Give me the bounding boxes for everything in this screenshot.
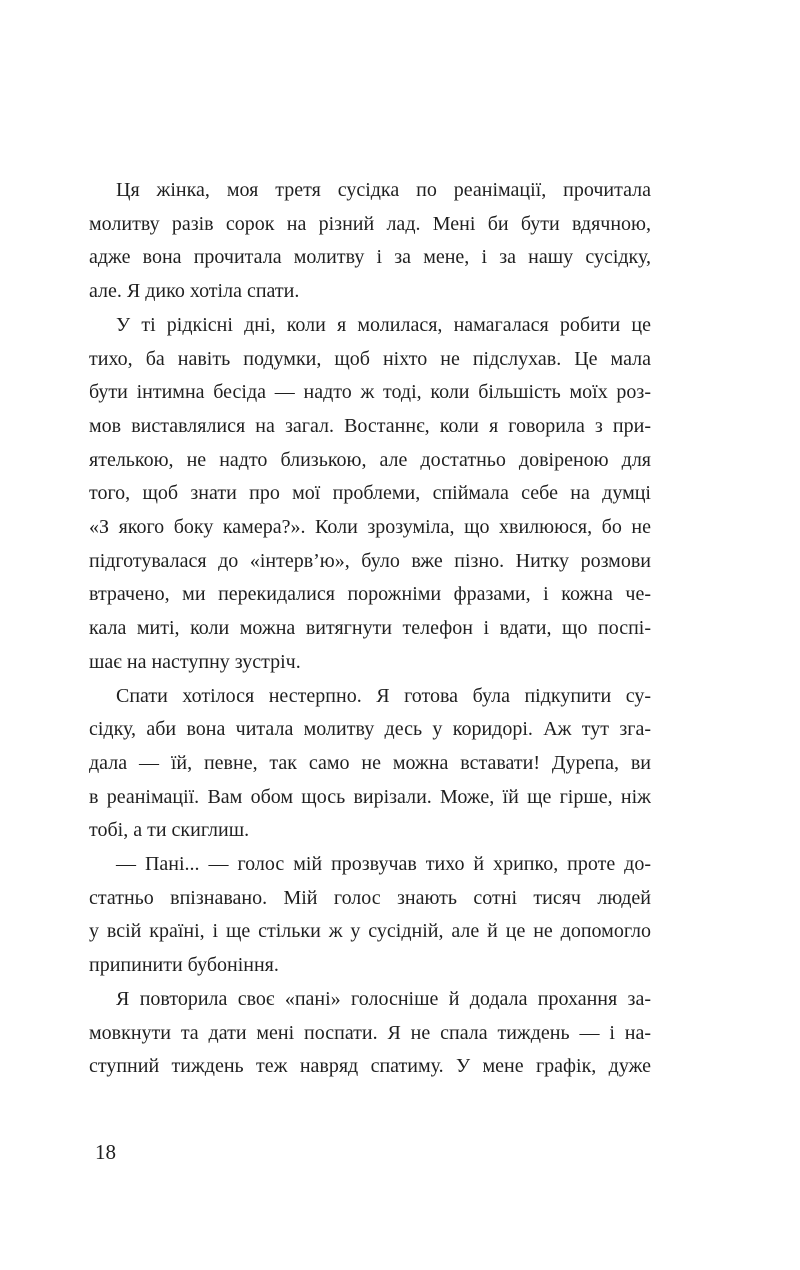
text-line: У ті рідкісні дні, коли я молилася, намагалася робити це [116, 313, 651, 336]
text-line: дала — їй, певне, так само не можна вставати! Дурепа, ви [89, 751, 651, 774]
text-line: «З якого боку камера?». Коли зрозуміла, що хвилююся, бо не [89, 516, 651, 539]
paragraph [89, 983, 651, 1084]
text-line: молитву разів сорок на різний лад. Мені би бути вдячною, [89, 212, 651, 235]
text-line: ятелькою, не надто близькою, але достатньо довіреною для [89, 448, 651, 471]
page-number: 18 [95, 1140, 116, 1164]
text-line: в реанімації. Вам обом щось вирізали. Може, їй ще гірше, ніж [89, 785, 651, 808]
text-line: мов виставлялися на загал. Востаннє, коли я говорила з при- [89, 414, 651, 437]
text-line: припинити бубоніння. [89, 954, 279, 977]
text-line: у всій країні, і ще стільки ж у сусідній, але й це не допомогло [89, 920, 651, 943]
text-line: того, щоб знати про мої проблеми, спіймала себе на думці [89, 482, 651, 505]
text-line: шає на наступну зустріч. [89, 650, 301, 673]
text-line: сідку, аби вона читала молитву десь у коридорі. Аж тут зга- [89, 718, 651, 741]
paragraph [89, 848, 651, 983]
text-line: кала миті, коли можна витягнути телефон і вдати, що поспі- [89, 617, 651, 640]
text-line: тобі, а ти скиглиш. [89, 819, 250, 842]
paragraph [89, 174, 651, 309]
paragraph [89, 309, 651, 680]
text-line: адже вона прочитала молитву і за мене, і за нашу сусідку, [89, 246, 651, 269]
text-line: втрачено, ми перекидалися порожніми фразами, і кожна че- [89, 583, 651, 606]
text-line: але. Я дико хотіла спати. [89, 280, 300, 303]
paragraph [89, 680, 651, 849]
text-line: підготувалася до «інтерв’ю», було вже пізно. Нитку розмови [89, 549, 651, 572]
text-line: бути інтимна бесіда — надто ж тоді, коли більшість моїх роз- [89, 381, 651, 404]
text-line: Я повторила своє «пані» голосніше й додала прохання за- [116, 987, 651, 1010]
text-line: мовкнути та дати мені поспати. Я не спала тиждень — і на- [89, 1021, 651, 1044]
text-line: ступний тиждень теж навряд спатиму. У мене графік, дуже [89, 1055, 651, 1078]
text-line: Ця жінка, моя третя сусідка по реанімації, прочитала [116, 179, 651, 201]
text-block [89, 174, 651, 1084]
text-line: статньо впізнавано. Мій голос знають сотні тисяч людей [89, 886, 651, 909]
text-line: Спати хотілося нестерпно. Я готова була підкупити су- [116, 684, 651, 707]
text-line: — Пані... — голос мій прозвучав тихо й хрипко, проте до- [116, 853, 651, 876]
text-line: тихо, ба навіть подумки, щоб ніхто не підслухав. Це мала [89, 347, 651, 370]
